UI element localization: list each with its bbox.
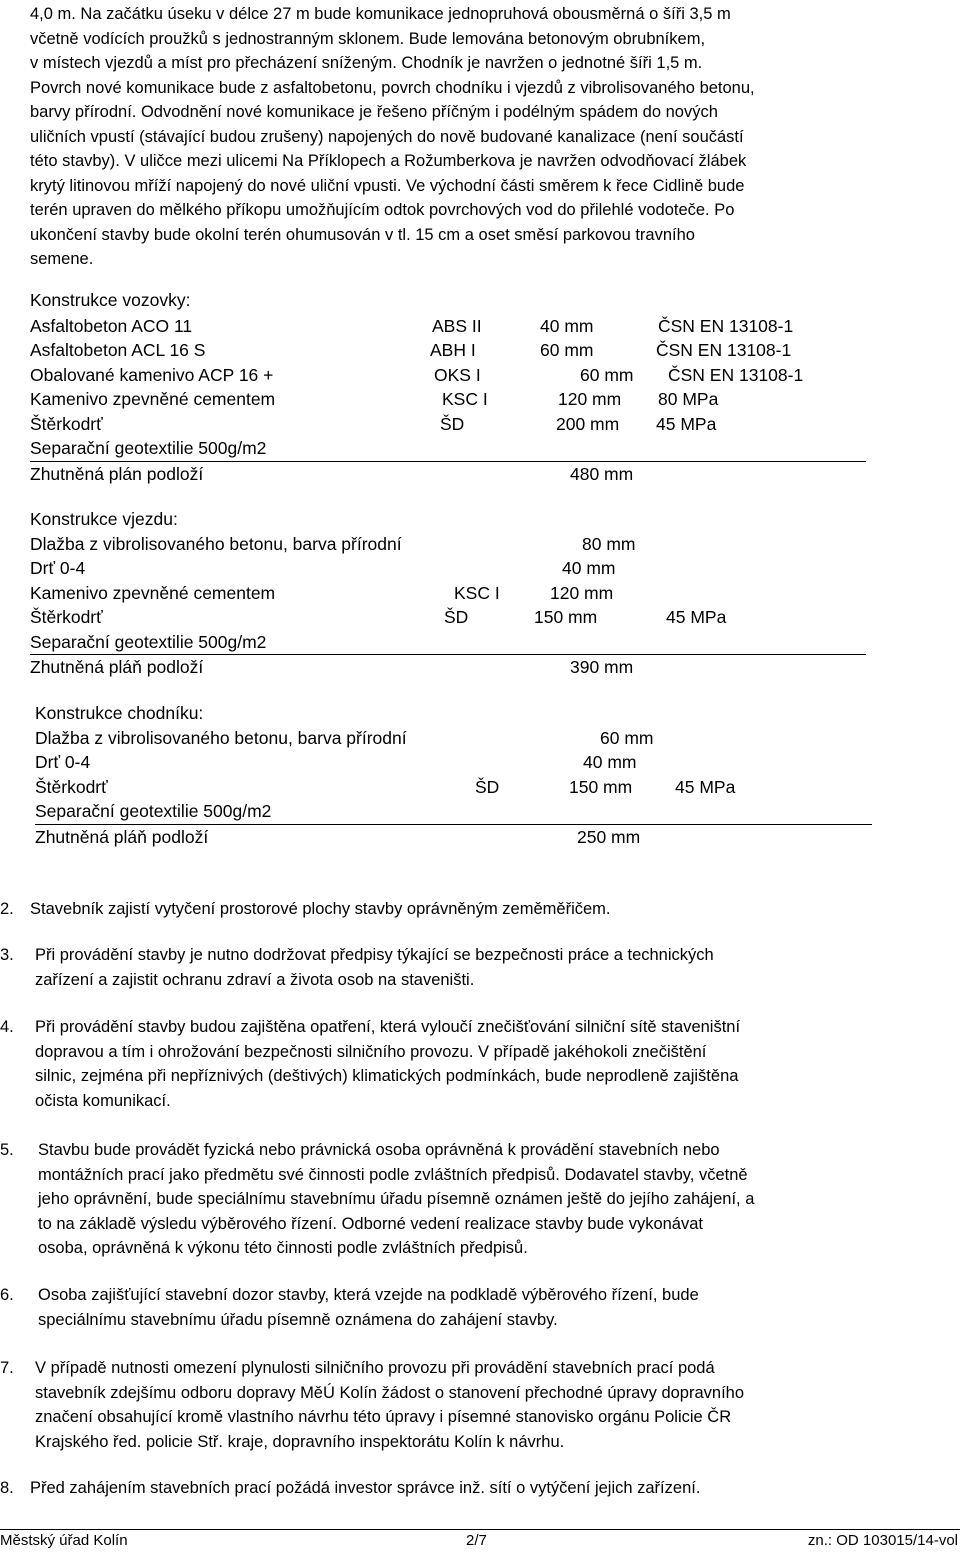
geotextile-row bbox=[30, 630, 866, 656]
layer-name: Zhutněná pláň podloží bbox=[30, 657, 204, 677]
layer-code: ŠD bbox=[440, 413, 465, 434]
layer-name: Asfaltobeton ACO 11 bbox=[30, 315, 193, 336]
subgrade-row bbox=[35, 825, 872, 850]
reference-number: zn.: OD 103015/14-vol bbox=[807, 1532, 958, 1549]
layer-row bbox=[35, 750, 872, 775]
sidewalk-structure-title: Konstrukce chodníku: bbox=[35, 703, 204, 723]
list-item bbox=[0, 1356, 955, 1454]
layer-name: Štěrkodrť bbox=[30, 607, 103, 627]
layer-name: Separační geotextilie 500g/m2 bbox=[35, 801, 272, 821]
layer-name: Dlažba z vibrolisovaného betonu, barva přírodní bbox=[35, 727, 407, 748]
layer-name: Obalované kamenivo ACP 16 + bbox=[30, 364, 274, 385]
layer-row bbox=[30, 314, 866, 339]
item-line: silnic, zejména při nepříznivých (deštivých) klimatických podmínkách, bude neprodleně zajištěna bbox=[35, 1067, 739, 1085]
layer-code: ABS II bbox=[432, 315, 482, 336]
subgrade-row bbox=[30, 655, 866, 680]
layer-thickness: 150 mm bbox=[534, 607, 598, 627]
item-number: 5. bbox=[0, 1141, 14, 1159]
list-item bbox=[0, 1138, 955, 1261]
item-line: značení obsahující kromě vlastního návrhu této úpravy i písemné stanovisko orgánu Policie ČR bbox=[35, 1408, 732, 1426]
item-line: Osoba zajišťující stavební dozor stavby, která vzejde na podkladě výběrového řízení, bude bbox=[38, 1286, 699, 1304]
layer-spec: ČSN EN 13108-1 bbox=[656, 340, 792, 360]
layer-code: KSC I bbox=[454, 582, 500, 603]
layer-thickness: 60 mm bbox=[580, 364, 634, 385]
item-line: jeho oprávnění, bude speciálnímu stavebnímu úřadu písemně oznámen ještě do jejího zahájení, a bbox=[38, 1190, 755, 1208]
list-item bbox=[0, 943, 955, 992]
intro-line: Povrch nové komunikace bude z asfaltobetonu, povrch chodníku i vjezdů z vibrolisovaného betonu, bbox=[30, 78, 755, 97]
layer-code: ŠD bbox=[475, 776, 500, 797]
item-line: Při provádění stavby je nutno dodržovat předpisy týkající se bezpečnosti práce a technických bbox=[35, 946, 714, 964]
list-item bbox=[0, 1015, 955, 1113]
layer-name: Drť 0-4 bbox=[35, 752, 91, 772]
page-number: 2/7 bbox=[466, 1532, 487, 1549]
layer-name: Zhutněná plán podloží bbox=[30, 463, 204, 484]
item-line: montážních prací jako předmětu své činnosti podle zvláštních předpisů. Dodavatel stavby, včetně bbox=[38, 1165, 748, 1184]
item-line: Krajského řed. policie Stř. kraje, dopravního inspektorátu Kolín k návrhu. bbox=[35, 1432, 565, 1451]
layer-code: OKS I bbox=[434, 364, 481, 385]
road-structure-title: Konstrukce vozovky: bbox=[30, 290, 191, 310]
footer-office: Městský úřad Kolín bbox=[0, 1532, 128, 1549]
layer-name: Kamenivo zpevněné cementem bbox=[30, 389, 276, 409]
layer-spec: ČSN EN 13108-1 bbox=[658, 315, 794, 336]
intro-paragraph bbox=[30, 2, 955, 272]
intro-line: krytý litinovou mříží napojený do nové uliční vpusti. Ve východní části směrem k řece Cidlině bude bbox=[30, 176, 745, 195]
geotextile-row bbox=[35, 799, 872, 825]
layer-spec: 45 MPa bbox=[656, 413, 717, 434]
intro-line: uličních vpustí (stávající budou zrušeny) napojených do nově budované kanalizace (není součástí bbox=[30, 127, 744, 146]
layer-name: Asfaltobeton ACL 16 S bbox=[30, 340, 206, 360]
item-number: 6. bbox=[0, 1286, 14, 1304]
intro-line: semene. bbox=[30, 250, 94, 268]
intro-line: této stavby). V uličce mezi ulicemi Na Příklopech a Rožumberkova je navržen odvodňovací žlábek bbox=[30, 152, 747, 170]
layer-name: Štěrkodrť bbox=[35, 776, 108, 797]
layer-row bbox=[30, 412, 866, 437]
layer-name: Zhutněná pláň podloží bbox=[35, 826, 209, 847]
layer-spec: 45 MPa bbox=[675, 776, 736, 797]
item-line: V případě nutnosti omezení plynulosti silničního provozu při provádění stavebních prací podá bbox=[35, 1359, 715, 1377]
layer-name: Kamenivo zpevněné cementem bbox=[30, 582, 276, 603]
layer-row bbox=[30, 605, 866, 630]
item-line: Před zahájením stavebních prací požádá investor správce inž. sítí o vytýčení jejich zařízení. bbox=[30, 1479, 701, 1497]
layer-thickness: 80 mm bbox=[582, 533, 636, 554]
sidewalk-structure-section bbox=[35, 701, 872, 849]
item-line: Stavebník zajistí vytyčení prostorové plochy stavby oprávněným zeměměřičem. bbox=[30, 900, 611, 918]
item-line: Při provádění stavby budou zajištěna opatření, která vyloučí znečišťování silniční sítě staveništní bbox=[35, 1018, 741, 1036]
item-number: 7. bbox=[0, 1359, 14, 1377]
layer-row bbox=[30, 387, 866, 412]
list-item bbox=[0, 897, 955, 922]
geotextile-row bbox=[30, 436, 866, 462]
layer-spec: 80 MPa bbox=[658, 389, 719, 409]
layer-row bbox=[35, 726, 872, 751]
subgrade-row bbox=[30, 462, 866, 487]
item-line: stavebník zdejšímu odboru dopravy MěÚ Kolín žádost o stanovení přechodné úpravy dopravního bbox=[35, 1383, 745, 1402]
layer-code: ŠD bbox=[444, 607, 469, 627]
layer-spec: ČSN EN 13108-1 bbox=[668, 364, 804, 385]
layer-spec: 45 MPa bbox=[666, 607, 727, 627]
layer-thickness: 60 mm bbox=[600, 727, 654, 748]
layer-thickness: 40 mm bbox=[583, 752, 637, 772]
layer-row bbox=[30, 338, 866, 363]
layer-thickness: 40 mm bbox=[540, 315, 594, 336]
layer-thickness: 150 mm bbox=[569, 776, 633, 797]
item-number: 8. bbox=[0, 1479, 14, 1497]
layer-name: Separační geotextilie 500g/m2 bbox=[30, 631, 267, 652]
layer-thickness: 40 mm bbox=[562, 558, 616, 578]
layer-code: ABH I bbox=[430, 340, 476, 360]
layer-thickness: 200 mm bbox=[556, 413, 620, 434]
layer-thickness: 390 mm bbox=[570, 657, 634, 677]
layer-name: Štěrkodrť bbox=[30, 413, 103, 434]
layer-code: KSC I bbox=[442, 389, 488, 409]
layer-row bbox=[30, 532, 866, 557]
intro-line: terén upraven do mělkého příkopu umožňujícím odtok povrchových vod do přilehlé vodoteče. Po bbox=[30, 201, 735, 219]
driveway-structure-title: Konstrukce vjezdu: bbox=[30, 509, 178, 529]
road-structure-section bbox=[30, 288, 866, 486]
layer-thickness: 60 mm bbox=[540, 340, 594, 360]
intro-line: 4,0 m. Na začátku úseku v délce 27 m bude komunikace jednopruhová obousměrná o šíři 3,5 m bbox=[30, 5, 731, 23]
layer-thickness: 120 mm bbox=[558, 389, 622, 409]
item-line: Stavbu bude provádět fyzická nebo právnická osoba oprávněná k provádění stavebních nebo bbox=[38, 1141, 720, 1159]
item-line: zařízení a zajistit ochranu zdraví a života osob na staveništi. bbox=[35, 970, 475, 989]
item-line: dopravou a tím i ohrožování bezpečnosti silničního provozu. V případě jakéhokoli znečištění bbox=[35, 1042, 707, 1061]
item-number: 4. bbox=[0, 1018, 14, 1036]
intro-line: včetně vodících proužků s jednostranným sklonem. Bude lemována betonovým obrubníkem, bbox=[30, 29, 706, 48]
layer-name: Drť 0-4 bbox=[30, 558, 86, 578]
layer-row bbox=[35, 775, 872, 800]
item-line: osoba, oprávněná k výkonu této činnosti podle zvláštních předpisů. bbox=[38, 1239, 528, 1257]
layer-row bbox=[30, 556, 866, 581]
item-line: speciálnímu stavebnímu úřadu písemně oznámena do zahájení stavby. bbox=[38, 1310, 558, 1329]
driveway-structure-section bbox=[30, 507, 866, 680]
layer-name: Dlažba z vibrolisovaného betonu, barva přírodní bbox=[30, 533, 402, 554]
list-item bbox=[0, 1283, 955, 1332]
intro-line: v místech vjezdů a míst pro přecházení sníženým. Chodník je navržen o jednotné šíři 1,5 m. bbox=[30, 54, 703, 72]
item-line: to na základě výsledu výběrového řízení. Odborné vedení realizace stavby bude vykonávat bbox=[38, 1214, 703, 1233]
item-line: očista komunikací. bbox=[35, 1091, 171, 1110]
item-number: 3. bbox=[0, 946, 14, 964]
item-number: 2. bbox=[0, 900, 14, 918]
layer-thickness: 120 mm bbox=[550, 582, 614, 603]
layer-row bbox=[30, 363, 866, 388]
intro-line: barvy přírodní. Odvodnění nové komunikace je řešeno příčným i podélným spádem do nových bbox=[30, 103, 718, 121]
layer-thickness: 250 mm bbox=[577, 826, 641, 847]
layer-row bbox=[30, 581, 866, 606]
intro-line: ukončení stavby bude okolní terén ohumusován v tl. 15 cm a oset směsí parkovou travního bbox=[30, 225, 695, 244]
list-item bbox=[0, 1476, 955, 1501]
layer-name: Separační geotextilie 500g/m2 bbox=[30, 438, 267, 458]
layer-thickness: 480 mm bbox=[570, 463, 634, 484]
page-footer bbox=[0, 1529, 960, 1552]
